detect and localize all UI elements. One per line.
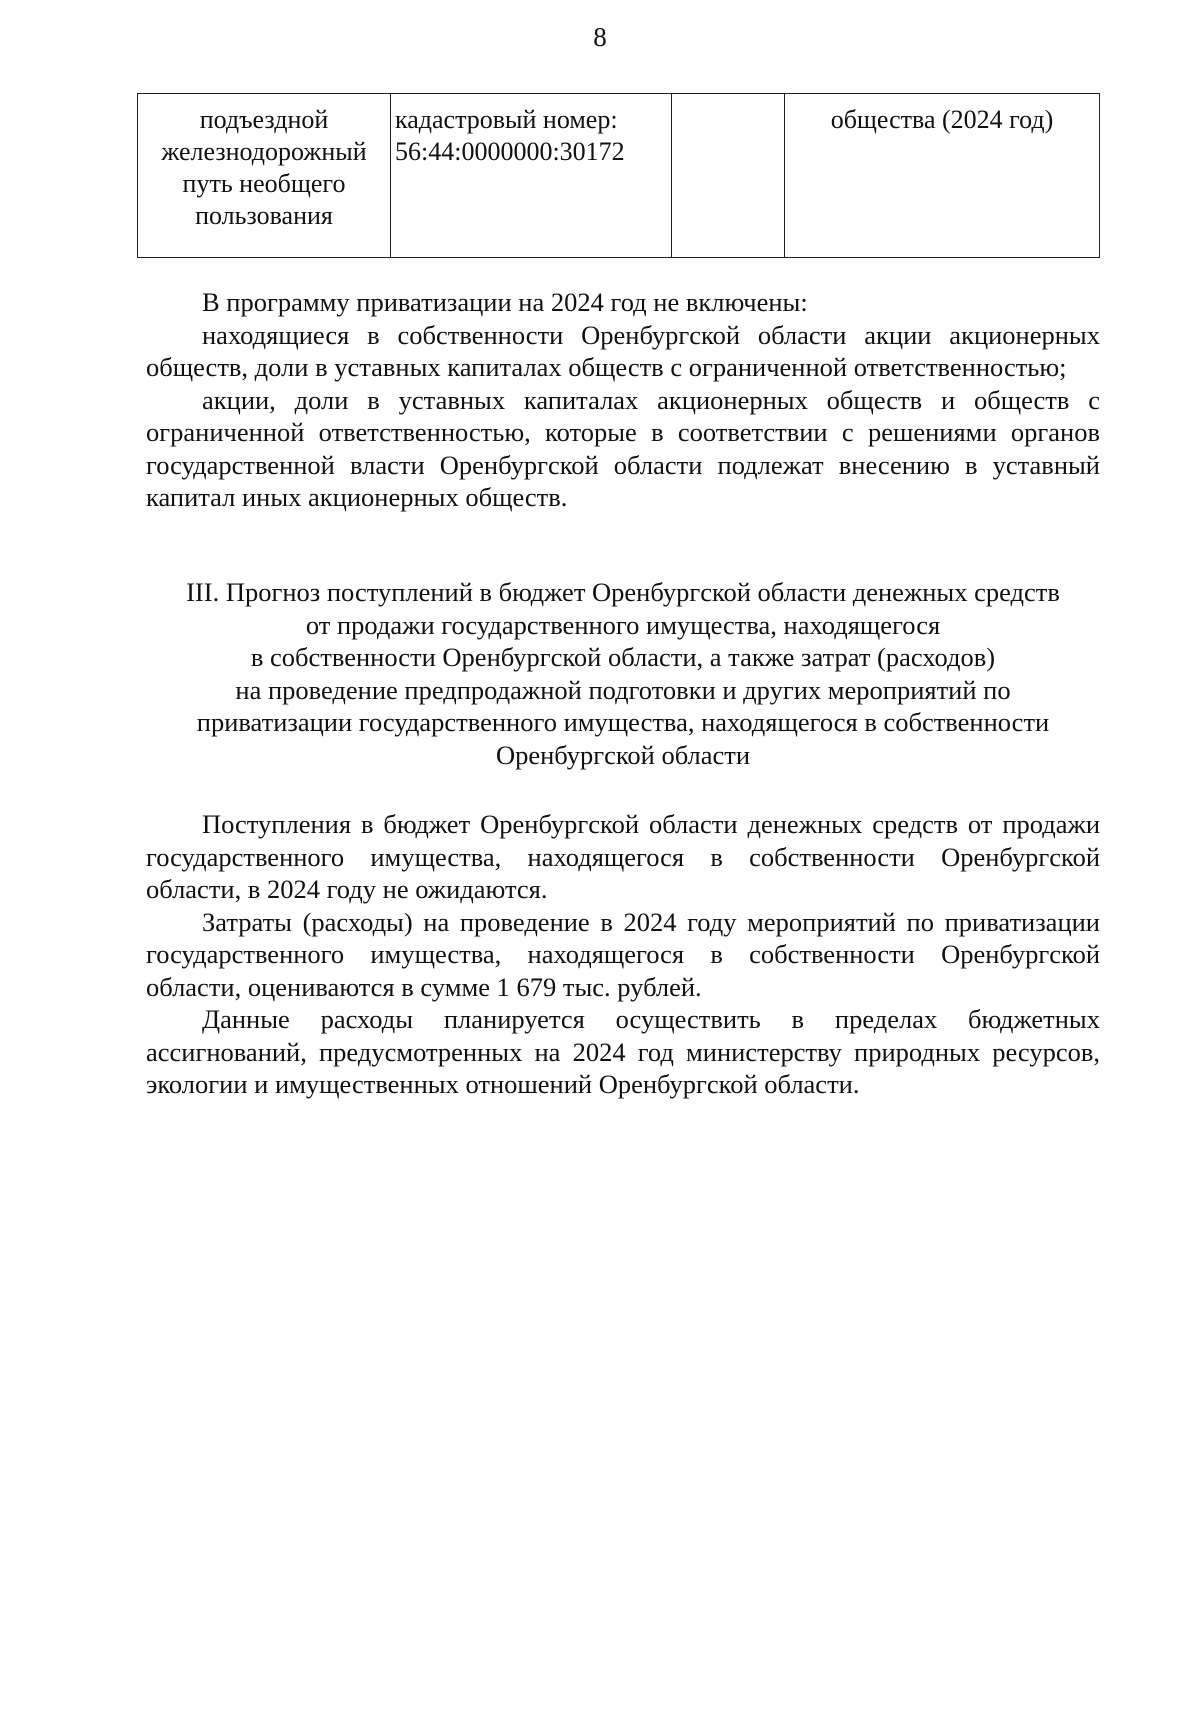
paragraph: Данные расходы планируется осуществить в пределах бюджетных ассигнований, предусмотренных на 2024 год министерству природных ресурсов, экологии и имущественных отношений Оренбургской области. bbox=[146, 1004, 1100, 1099]
heading-line: на проведение предпродажной подготовки и других мероприятий по bbox=[235, 674, 1011, 705]
property-table bbox=[137, 93, 1100, 258]
section-forecast bbox=[146, 808, 1100, 1101]
section-exclusions bbox=[146, 286, 1100, 514]
paragraph: находящиеся в собственности Оренбургской области акции акционерных обществ, доли в уставных капиталах обществ с ограниченной ответственностью; bbox=[146, 319, 1100, 382]
paragraph: В программу приватизации на 2024 год не включены: bbox=[202, 287, 808, 317]
section-heading bbox=[146, 576, 1100, 771]
heading-line: в собственности Оренбургской области, а также затрат (расходов) bbox=[250, 642, 996, 672]
heading-line: приватизации государственного имущества, находящегося в собственности bbox=[196, 707, 1050, 737]
cell-text-line: кадастровый номер: bbox=[395, 105, 618, 134]
paragraph: Поступления в бюджет Оренбургской области денежных средств от продажи государственного имущества, находящегося в собственности Оренбургской области, в 2024 году не ожидаются. bbox=[146, 809, 1100, 904]
table-cell-cadastral bbox=[391, 94, 672, 258]
table-cell-empty bbox=[672, 94, 785, 258]
heading-line: Оренбургской области bbox=[495, 739, 751, 770]
page-number: 8 bbox=[593, 22, 607, 52]
paragraph: Затраты (расходы) на проведение в 2024 году мероприятий по приватизации государственного имущества, находящегося в собственности Оренбургской области, оцениваются в сумме 1 679 тыс. рублей. bbox=[146, 906, 1100, 1002]
cell-text-line: путь необщего bbox=[182, 169, 346, 198]
cell-text-line: железнодорожный bbox=[161, 137, 367, 166]
table-row bbox=[138, 94, 1100, 258]
paragraph: акции, доли в уставных капиталах акционерных обществ и обществ с ограниченной ответственностью, которые в соответствии с решениями органов государственной власти Оренбургской области подлежат внесению в уставный капитал иных акционерных обществ. bbox=[146, 384, 1100, 512]
cell-text-line: подъездной bbox=[199, 105, 329, 134]
cell-text-line: общества (2024 год) bbox=[830, 105, 1054, 134]
table-cell-method bbox=[785, 94, 1100, 258]
heading-line: III. Прогноз поступлений в бюджет Оренбургской области денежных средств bbox=[186, 577, 1060, 607]
table-cell-object-name bbox=[138, 94, 391, 258]
cell-text-line: 56:44:0000000:30172 bbox=[395, 137, 625, 166]
cell-text-line: пользования bbox=[195, 201, 333, 230]
heading-line: от продажи государственного имущества, находящегося bbox=[305, 609, 941, 640]
